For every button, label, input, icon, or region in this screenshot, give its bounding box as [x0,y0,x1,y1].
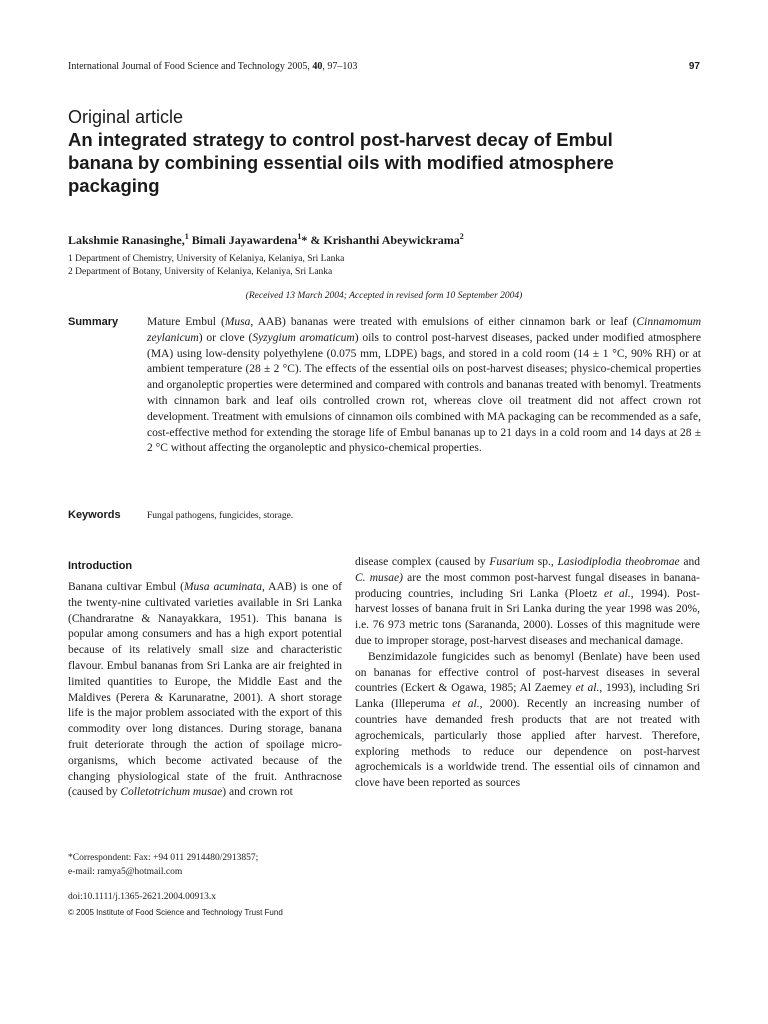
text-segment: , 2000). Recently an increasing number of countries have demanded fresh products that are not treated with agrochemicals, particularly those applied after harvest. Therefore, exploring methods to reduce our dependence on post-harvest agrochemicals is a worldwide trend. The essential oils of cinnamon and clove have been reported as sources [355,698,700,790]
affiliation-marker: 1 [297,232,302,241]
text-segment: sp., [534,556,558,568]
intro-column-2 [355,555,700,792]
italic-term: Musa acuminata [183,581,262,593]
text-segment: ) oils to control post-harvest diseases, packed under modified atmosphere (MA) using low-density polyethylene (0.075 mm, LDPE) bags, and stored in a cold room (14 ± 1 °C, 90% RH) or at ambient temperature (28 ± 2 °C). The effects of the essential oils on post-harvest diseases; physico-chemical properties and organoleptic properties were determined and compared with controls and bananas treated with benomyl. Treatments with cinnamon bark and leaf oils controlled crown rot, whereas clove oil treatment did not affect crown rot development. Treatment with emulsions of cinnamon oils combined with MA packaging can be recommended as a safe, cost-effective method for extending the storage life of Embul bananas up to 21 days in a cold room and 14 days at 28 ± 2 °C without affecting the organoleptic and physico-chemical properties. [147,331,701,455]
affiliation-1: 1 Department of Chemistry, University of Kelaniya, Kelaniya, Sri Lanka [68,254,345,264]
paragraph [355,555,700,650]
intro-column-1 [68,580,342,801]
italic-term: Colletotrichum musae [120,786,223,799]
text-segment: Mature Embul ( [147,316,225,328]
article-type: Original article [68,107,184,127]
journal-citation-pages: , 97–103 [322,61,358,72]
italic-term: Musa [224,316,251,328]
correspondent-note: *Correspondent: Fax: +94 011 2914480/2913857; [68,853,259,863]
journal-citation-prefix: International Journal of Food Science and Technology 2005, [68,61,313,72]
received-dates: (Received 13 March 2004; Accepted in revised form 10 September 2004) [245,291,523,301]
text-segment: , 1994). Post-harvest losses of banana fruit in Sri Lanka during the year 1998 was 20%, i.e. 76 973 metric tons (Sarananda, 2000). Losses of this magnitude were due to improper storage, post-harvest diseases and mechanical damage. [355,587,700,647]
keywords-label: Keywords [68,509,121,521]
author-name: Lakshmie Ranasinghe, [68,233,185,247]
section-heading-introduction: Introduction [68,560,133,572]
article-title: An integrated strategy to control post-harvest decay of Embul banana by combining essential oils with modified atmosphere packaging [68,129,614,196]
doi[interactable]: doi:10.1111/j.1365-2621.2004.00913.x [68,892,217,902]
running-header [68,61,700,72]
italic-term: et al. [452,698,480,711]
italic-term: Syzygium aromaticum [252,331,355,344]
italic-term: et al. [575,682,600,695]
author-name: Bimali Jayawardena [188,233,298,247]
text-segment: , AAB) bananas were treated with emulsions of either cinnamon bark or leaf ( [250,316,637,328]
page-number: 97 [688,61,700,72]
text-segment: Banana cultivar Embul ( [68,581,184,593]
italic-term: C. musae) [355,571,403,584]
italic-term: Cinnamomum zeylanicum [147,316,701,344]
text-segment: and [679,556,700,568]
affiliation-2: 2 Department of Botany, University of Kelaniya, Kelaniya, Sri Lanka [68,267,333,277]
text-segment: Benzimidazole fungicides such as benomyl (Benlate) have been used on bananas for effective control of post-harvest diseases in several countries (Eckert & Ogawa, 1985; Al Zaemey [355,650,700,695]
italic-term: Fusarium [489,556,535,568]
affiliation-marker: 1 [184,232,189,241]
text-segment: ) and crown rot [222,786,293,799]
paragraph [355,650,700,792]
journal-volume: 40 [312,61,323,72]
correspondent-email[interactable]: e-mail: ramya5@hotmail.com [68,867,183,877]
copyright-notice: © 2005 Institute of Food Science and Technology Trust Fund [68,908,283,917]
affiliation-marker: 2 [459,232,464,241]
text-segment: , 1993), including Sri Lanka (Illeperuma [355,682,700,711]
text-segment: ) or clove ( [198,331,253,344]
keywords-text: Fungal pathogens, fungicides, storage. [147,511,294,521]
text-segment: disease complex (caused by [355,556,490,568]
author-list [68,232,464,248]
italic-term: et al. [604,587,631,600]
italic-term: Lasiodiplodia theobromae [557,556,680,568]
summary-text [147,315,701,457]
summary-label: Summary [68,316,119,328]
text-segment: are the most common post-harvest fungal diseases in banana-producing countries, including Sri Lanka (Ploetz [355,571,700,600]
author-name: * & Krishanthi Abeywickrama [301,233,460,247]
text-segment: , AAB) is one of the twenty-nine cultivated varieties available in Sri Lanka (Chandraratne & Nanayakkara, 1951). This banana is popular among consumers and has a high export potential because of its relatively small size and characteristic flavour. Embul bananas from Sri Lanka are air freighted in limited quantities to Europe, the Middle East and the Maldives (Perera & Karunaratne, 2001). A short storage life is the major problem associated with the export of this commodity over long distances. During storage, banana fruit deteriorate through the action of spoilage micro-organisms, which become activated because of the changing physiological state of the fruit. Anthracnose (caused by [68,581,342,799]
